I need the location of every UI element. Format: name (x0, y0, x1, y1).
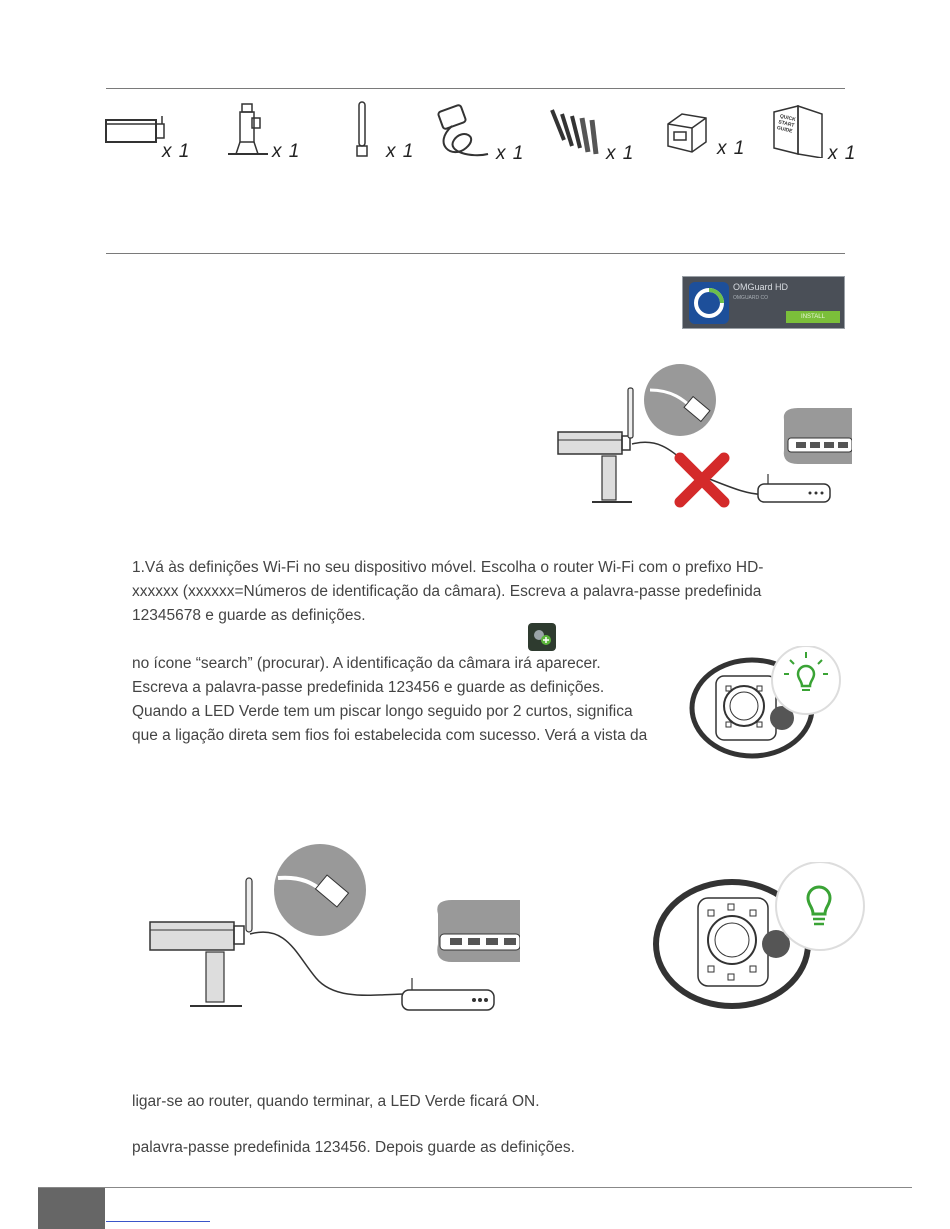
camera-led-on-diagram (650, 862, 870, 1018)
top-divider (106, 88, 845, 89)
search-add-camera-icon (528, 623, 556, 651)
step-2-line-1: no ícone “search” (procurar). A identificação da câmara irá aparecer. (132, 655, 601, 672)
step-1-line-2: xxxxxx (xxxxxx=Números de identificação da câmara). Escreva a palavra-passe predefinida (132, 583, 762, 600)
app-store-badge[interactable] (682, 276, 845, 329)
power-adapter-icon (432, 104, 494, 160)
camera-led-blinking-diagram (686, 646, 846, 766)
antenna-qty: x 1 (386, 141, 415, 162)
camera-icon (104, 112, 168, 148)
camera-qty: x 1 (162, 141, 191, 162)
step-4-line: palavra-passe predefinida 123456. Depois guarde as definições. (132, 1139, 575, 1156)
guide-cover-text: QUICK START GUIDE (776, 113, 797, 135)
wired-setup-diagram-crossed (552, 360, 852, 510)
guide-qty: x 1 (828, 143, 857, 164)
step-3-line: ligar-se ao router, quando terminar, a LED Verde ficará ON. (132, 1093, 540, 1110)
footer-divider (38, 1187, 912, 1188)
app-developer: OMGUARD CO (733, 295, 768, 301)
step-2-line-2: Escreva a palavra-passe predefinida 123456 e guarde as definições. (132, 679, 605, 696)
footer-link-underline[interactable] (106, 1221, 210, 1222)
app-logo-icon (689, 282, 729, 324)
step-2-line-4: que a ligação direta sem fios foi estabelecida com sucesso. Verá a vista da (132, 727, 648, 744)
page-number-block (38, 1188, 105, 1229)
camera-stand-icon (226, 100, 270, 160)
install-button[interactable]: INSTALL (786, 311, 840, 323)
stand-qty: x 1 (272, 141, 301, 162)
step-2-line-3: Quando a LED Verde tem um piscar longo seguido por 2 curtos, significa (132, 703, 633, 720)
red-x-icon (680, 458, 724, 502)
network-connector-qty: x 1 (717, 138, 746, 159)
wired-setup-diagram (146, 844, 520, 1014)
network-connector-icon (664, 108, 710, 154)
screws-icon (546, 104, 602, 158)
section-divider (106, 253, 845, 254)
screws-qty: x 1 (606, 143, 635, 164)
step-1-line-1: 1.Vá às definições Wi-Fi no seu dispositivo móvel. Escolha o router Wi-Fi com o prefixo HD- (132, 559, 764, 576)
antenna-icon (354, 100, 370, 158)
app-name: OMGuard HD (733, 282, 789, 292)
power-adapter-qty: x 1 (496, 143, 525, 164)
step-1-line-3: 12345678 e guarde as definições. (132, 607, 366, 624)
